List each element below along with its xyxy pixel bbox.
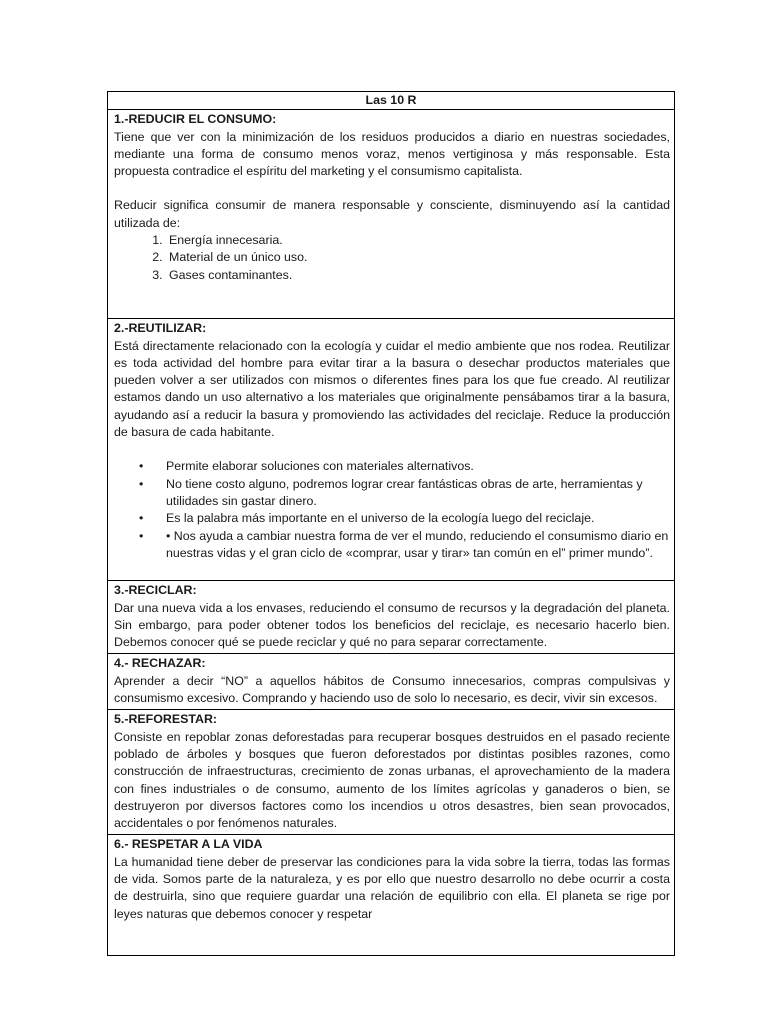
section-cell <box>108 710 675 835</box>
document-title: Las 10 R <box>108 92 675 110</box>
document-table <box>107 91 675 956</box>
section-paragraph: Consiste en repoblar zonas deforestadas para recuperar bosques destruidos en el pasado reciente poblado de árboles y bosques que fueron deforestados por distintas posibles razones, como construcción de infraestructuras, crecimiento de zonas urbanas, el aprovechamiento de la madera con fines industriales o de consumo, aumento de los límites agrícolas y ganaderos o bien, se destruyeron por diversos factores como los incendios u otros desastres, bien sean provocados, accidentales o por fenómenos naturales. <box>114 729 670 831</box>
section-reutilizar <box>108 319 675 581</box>
section-respetar <box>108 835 675 956</box>
section-cell <box>108 581 675 654</box>
list-item: • No tiene costo alguno, podremos lograr crear fantásticas obras de arte, herramientas y utilidades sin gastar dinero. <box>166 476 670 511</box>
list-item: 1. Energía innecesaria. <box>166 232 670 249</box>
section-reforestar <box>108 710 675 835</box>
bullet-list <box>114 458 670 562</box>
section-reducir <box>108 110 675 319</box>
list-item: 3. Gases contaminantes. <box>166 267 670 284</box>
section-paragraph: Reducir significa consumir de manera responsable y consciente, disminuyendo así la cantidad utilizada de: <box>114 198 670 230</box>
list-item: • Es la palabra más importante en el universo de la ecología luego del reciclaje. <box>166 510 670 527</box>
list-item: 2. Material de un único uso. <box>166 249 670 266</box>
section-cell <box>108 835 675 956</box>
section-cell <box>108 654 675 710</box>
section-paragraph: Tiene que ver con la minimización de los residuos producidos a diario en nuestras sociedades, mediante una forma de consumo menos voraz, menos vertiginosa y más responsable. Esta propuesta contradice el espíritu del marketing y el consumismo capitalista. <box>114 129 670 179</box>
section-cell <box>108 110 675 319</box>
section-heading: 4.- RECHAZAR: <box>114 656 206 671</box>
section-paragraph: La humanidad tiene deber de preservar las condiciones para la vida sobre la tierra, todas las formas de vida. Somos parte de la naturaleza, y es por ello que nuestro desarrollo no debe ocurrir a costa de destruirla, sino que requiere guardar una relación de equilibrio con ella. El planeta se rige por leyes naturas que debemos conocer y respetar <box>114 854 670 921</box>
section-paragraph: Dar una nueva vida a los envases, reduciendo el consumo de recursos y la degradación del planeta. Sin embargo, para poder obtener todos los beneficios del reciclaje, es necesario hacerlo bien. Debemos conocer qué se puede reciclar y qué no para separar correctamente. <box>114 600 670 650</box>
section-heading: 3.-RECICLAR: <box>114 583 197 598</box>
section-heading: 1.-REDUCIR EL CONSUMO: <box>114 112 277 127</box>
numbered-list <box>114 232 670 284</box>
section-cell <box>108 319 675 581</box>
list-item: • • Nos ayuda a cambiar nuestra forma de ver el mundo, reduciendo el consumismo diario en nuestras vidas y el gran ciclo de «comprar, usar y tirar» tan común en el” primer mundo”. <box>166 528 670 563</box>
section-paragraph: Está directamente relacionado con la ecología y cuidar el medio ambiente que nos rodea. Reutilizar es toda actividad del hombre para evitar tirar a la basura o desechar productos materiales que pueden volver a ser utilizados con mismos o diferentes fines para los que fue creado. Al reutilizar estamos dando un uso alternativo a los materiales que originalmente pensábamos tirar a la basura, ayudando así a reducir la basura y promoviendo las actividades del reciclaje. Reduce la producción de basura de cada habitante. <box>114 338 670 440</box>
section-reciclar <box>108 581 675 654</box>
section-heading: 6.- RESPETAR A LA VIDA <box>114 837 263 852</box>
title-row <box>108 92 675 110</box>
list-item: • Permite elaborar soluciones con materiales alternativos. <box>166 458 670 475</box>
section-heading: 2.-REUTILIZAR: <box>114 321 207 336</box>
section-heading: 5.-REFORESTAR: <box>114 712 218 727</box>
section-rechazar <box>108 654 675 710</box>
section-paragraph: Aprender a decir “NO” a aquellos hábitos de Consumo innecesarios, compras compulsivas y consumismo excesivo. Comprando y haciendo uso de solo lo necesario, es decir, vivir sin excesos. <box>114 673 670 706</box>
